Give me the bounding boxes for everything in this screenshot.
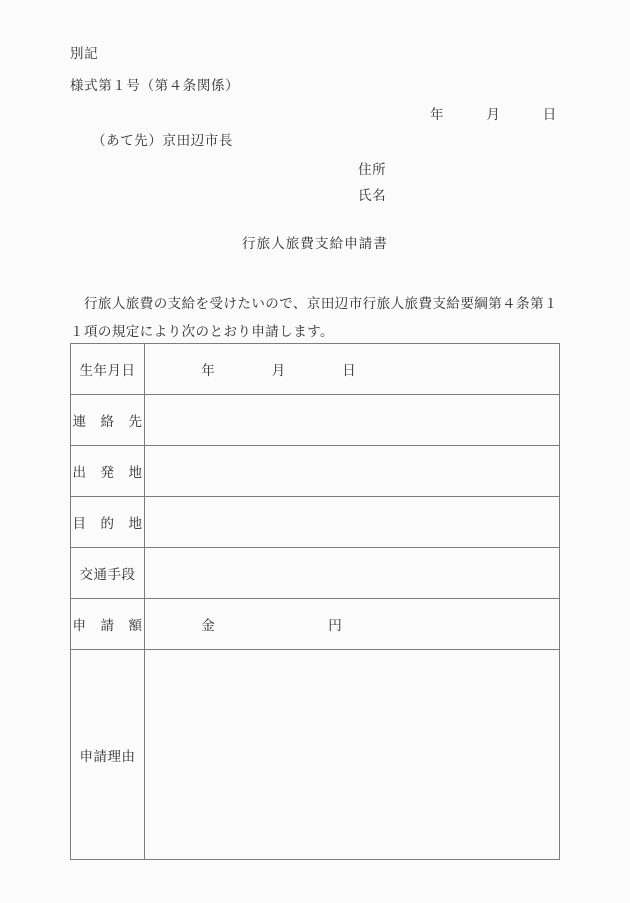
table-row <box>71 599 560 650</box>
table-row <box>71 446 560 497</box>
name-label: 氏名 <box>358 188 387 204</box>
row-value-destination[interactable] <box>145 497 560 548</box>
body-paragraph-line-1: 行旅人旅費の支給を受けたいので、京田辺市行旅人旅費支給要綱第４条第１ <box>70 296 558 312</box>
table-row <box>71 650 560 860</box>
table-row <box>71 548 560 599</box>
date-blank-line: 年 月 日 <box>430 107 557 123</box>
application-form-table <box>70 343 560 860</box>
row-label-transportation: 交通手段 <box>71 548 145 599</box>
table-row <box>71 497 560 548</box>
row-label-contact: 連 絡 先 <box>71 395 145 446</box>
form-number: 様式第１号（第４条関係） <box>70 78 240 94</box>
row-label-amount: 申 請 額 <box>71 599 145 650</box>
addressee-line: （あて先）京田辺市長 <box>92 133 233 149</box>
row-value-birthdate[interactable]: 年 月 日 <box>145 344 560 395</box>
row-label-destination: 目 的 地 <box>71 497 145 548</box>
body-paragraph <box>70 290 558 346</box>
form-label: 別記 <box>70 46 99 62</box>
body-paragraph-line-2: １項の規定により次のとおり申請します。 <box>70 324 334 340</box>
row-value-departure[interactable] <box>145 446 560 497</box>
address-label: 住所 <box>358 162 387 178</box>
row-label-reason: 申請理由 <box>71 650 145 860</box>
row-value-transportation[interactable] <box>145 548 560 599</box>
row-label-departure: 出 発 地 <box>71 446 145 497</box>
row-value-contact[interactable] <box>145 395 560 446</box>
row-value-amount[interactable]: 金 円 <box>145 599 560 650</box>
document-title: 行旅人旅費支給申請書 <box>242 236 388 252</box>
row-value-reason[interactable] <box>145 650 560 860</box>
row-label-birthdate: 生年月日 <box>71 344 145 395</box>
table-row <box>71 344 560 395</box>
table-row <box>71 395 560 446</box>
